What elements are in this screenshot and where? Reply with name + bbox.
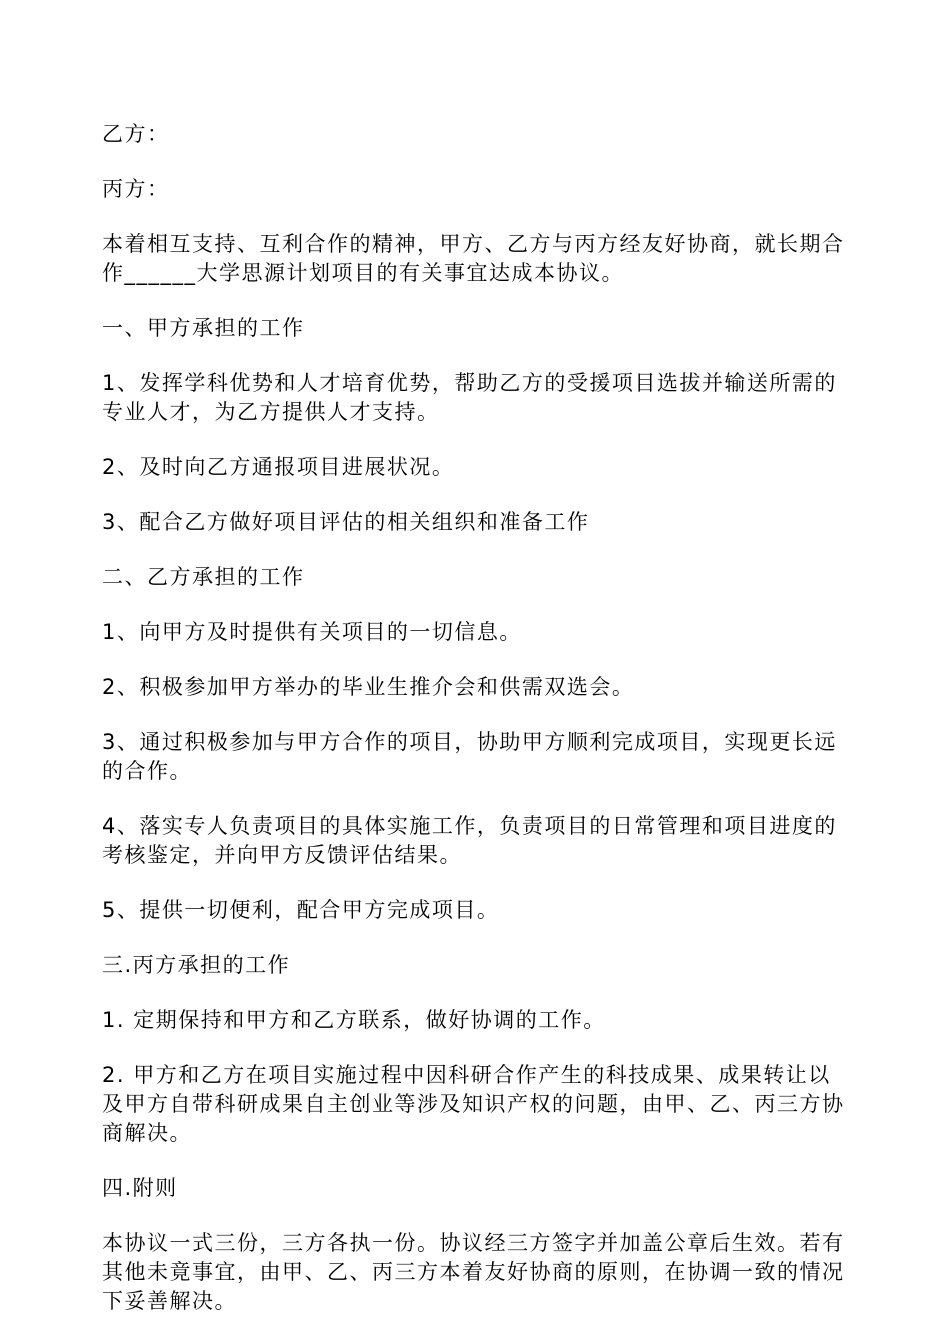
preamble-paragraph: 本着相互支持、互利合作的精神，甲方、乙方与丙方经友好协商，就长期合作______大学思源计划项目的有关事宜达成本协议。 bbox=[102, 232, 845, 285]
party-b-label: 乙方： bbox=[102, 122, 170, 146]
party-b-clause-1: 1、向甲方及时提供有关项目的一切信息。 bbox=[102, 620, 522, 644]
document-page bbox=[102, 120, 850, 1342]
party-b-clause-3: 3、通过积极参加与甲方合作的项目，协助甲方顺利完成项目，实现更长远的合作。 bbox=[102, 730, 837, 783]
party-c-clause-2: 2. 甲方和乙方在项目实施过程中因科研合作产生的科技成果、成果转让以及甲方自带科研成果自主创业等涉及知识产权的问题，由甲、乙、丙三方协商解决。 bbox=[102, 1063, 845, 1145]
party-a-clause-1: 1、发挥学科优势和人才培育优势，帮助乙方的受援项目选拔并输送所需的专业人才，为乙方提供人才支持。 bbox=[102, 371, 837, 424]
section-heading-supplementary: 四.附则 bbox=[102, 1176, 178, 1200]
party-a-clause-2: 2、及时向乙方通报项目进展状况。 bbox=[102, 455, 455, 479]
party-c-clause-1: 1. 定期保持和甲方和乙方联系，做好协调的工作。 bbox=[102, 1008, 606, 1032]
section-heading-party-c: 三.丙方承担的工作 bbox=[102, 953, 291, 977]
section-heading-party-b: 二、乙方承担的工作 bbox=[102, 565, 305, 589]
party-b-clause-2: 2、积极参加甲方举办的毕业生推介会和供需双选会。 bbox=[102, 675, 635, 699]
section-heading-party-a: 一、甲方承担的工作 bbox=[102, 316, 305, 340]
supplementary-clause: 本协议一式三份，三方各执一份。协议经三方签字并加盖公章后生效。若有其他未竟事宜，由甲、乙、丙三方本着友好协商的原则，在协调一致的情况下妥善解决。 bbox=[102, 1231, 845, 1313]
party-b-clause-4: 4、落实专人负责项目的具体实施工作，负责项目的日常管理和项目进度的考核鉴定，并向甲方反馈评估结果。 bbox=[102, 814, 837, 867]
party-c-label: 丙方： bbox=[102, 177, 170, 201]
party-b-clause-5: 5、提供一切便利，配合甲方完成项目。 bbox=[102, 898, 500, 922]
party-a-clause-3: 3、配合乙方做好项目评估的相关组织和准备工作 bbox=[102, 510, 590, 534]
